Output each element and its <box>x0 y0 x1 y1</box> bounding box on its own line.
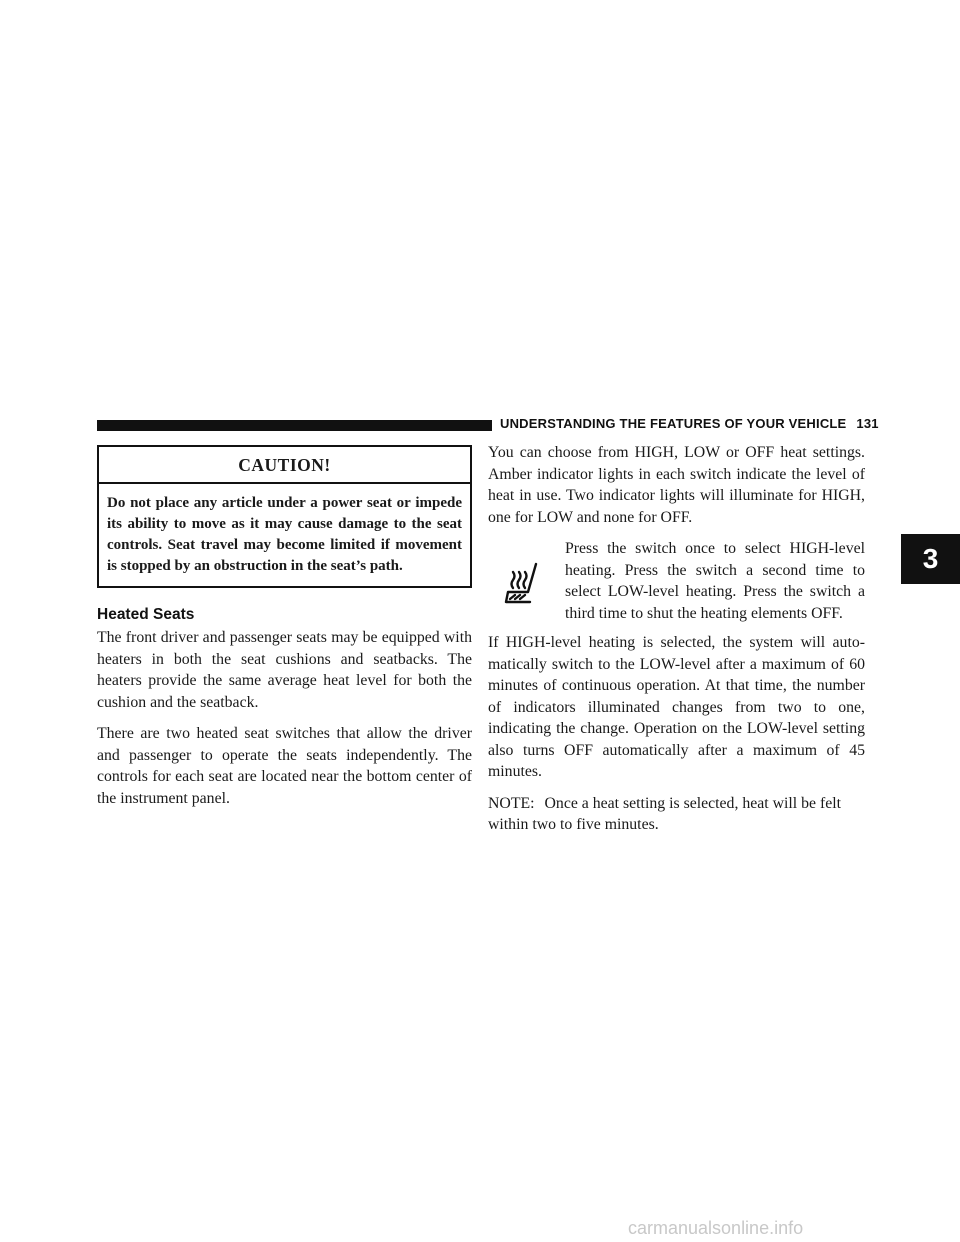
header-rule <box>97 420 492 431</box>
chapter-title: UNDERSTANDING THE FEATURES OF YOUR VEHICLE <box>500 416 847 431</box>
note-label: NOTE: <box>488 794 535 812</box>
paragraph-auto-off: If HIGH-level heating is selected, the system will auto-matically switch to the LOW-level after a maximum of 60 minutes of continuous operation. At that time, the number of indicators illuminated changes from two to one, indicating the change. Operation on the LOW-level setting also turns OFF automatically after a maximum of 45 minutes. <box>488 634 865 780</box>
chapter-tab: 3 <box>901 534 960 584</box>
paragraph-settings: You can choose from HIGH, LOW or OFF heat settings. Amber indicator lights in each switch indicate the level of heat in use. Two indicator lights will illuminate for HIGH, one for LOW and none for OFF. <box>488 444 865 526</box>
switch-instructions-text: Press the switch once to select HIGH-level heating. Press the switch a second time to select LOW-level heating. Press the switch a third time to shut the heating elements OFF. <box>565 540 865 622</box>
caution-title: CAUTION! <box>99 447 470 484</box>
section-heading: Heated Seats <box>97 606 195 623</box>
paragraph-heaters: The front driver and passenger seats may be equipped with heaters in both the seat cushions and seatbacks. The heaters provide the same average heat level for both the cushion and the seatback. <box>97 629 472 711</box>
right-column <box>488 442 865 836</box>
caution-text: Do not place any article under a power seat or impede its ability to move as it may cause damage to the seat controls. Seat travel may become limited if movement is stopped by an obstruction in the seat’s path. <box>107 495 462 574</box>
caution-box <box>97 445 472 588</box>
page-number: 131 <box>856 416 879 431</box>
paragraph-switches: There are two heated seat switches that allow the driver and passenger to operate the seats independently. The controls for each seat are located near the bottom center of the instrument panel. <box>97 725 472 807</box>
left-column <box>97 445 472 819</box>
watermark: carmanualsonline.info <box>628 1218 804 1238</box>
switch-instructions <box>488 538 865 624</box>
heated-seat-icon <box>500 558 550 608</box>
note <box>488 793 865 836</box>
note-text: Once a heat setting is selected, heat will be felt within two to five minutes. <box>488 794 842 833</box>
running-header <box>500 416 879 431</box>
